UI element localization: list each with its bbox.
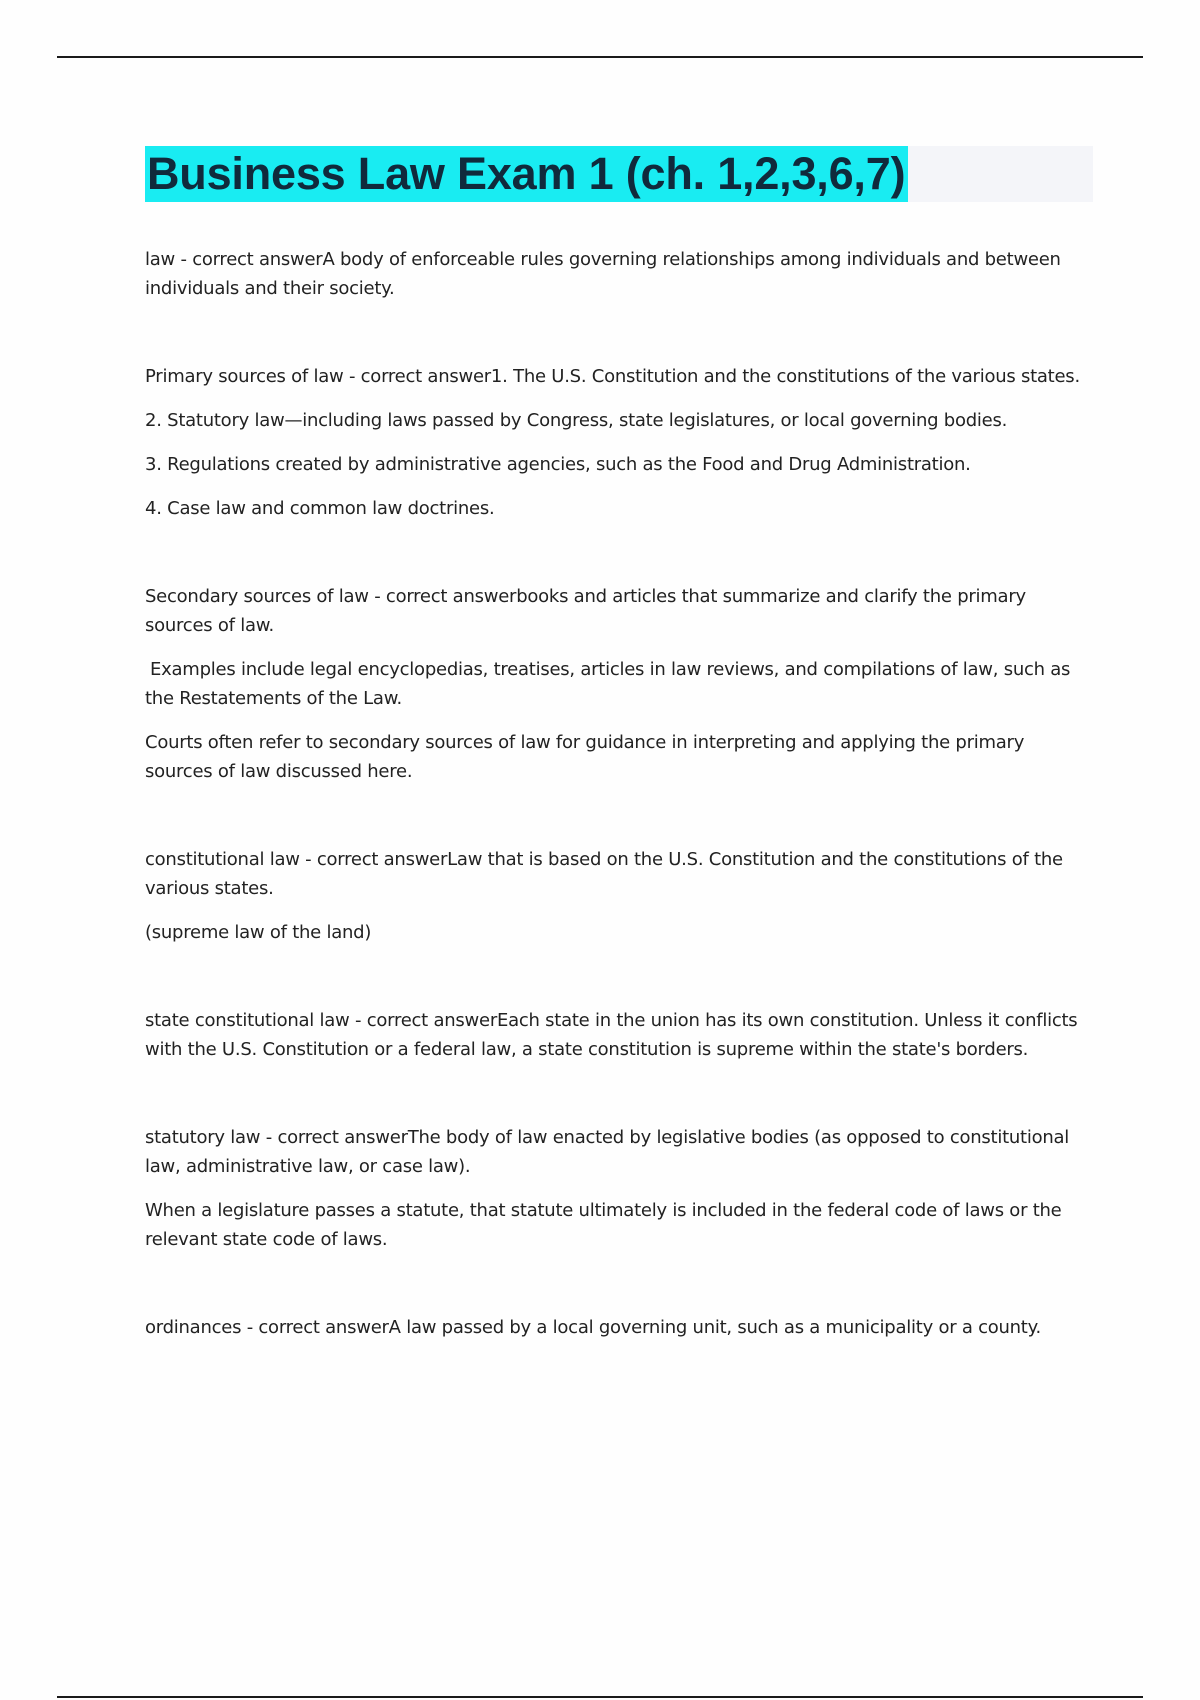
entry-text: 2. Statutory law—including laws passed by Congress, state legislatures, or local governing bodies. <box>145 410 1008 431</box>
entry-text: 4. Case law and common law doctrines. <box>145 498 495 519</box>
entry-ordinances <box>145 1313 1095 1342</box>
entry-secondary-sources <box>145 582 1095 786</box>
entry-text: constitutional law - correct answerLaw that is based on the U.S. Constitution and the constitutions of the various states. <box>145 849 1063 899</box>
entry-text: (supreme law of the land) <box>145 922 372 943</box>
top-rule <box>57 56 1143 58</box>
entry-text: state constitutional law - correct answerEach state in the union has its own constitution. Unless it conflicts with the U.S. Constitution or a federal law, a state constitution is supreme within the state's borders. <box>145 1010 1078 1060</box>
entry-constitutional-law <box>145 845 1095 947</box>
entry-text: law - correct answerA body of enforceable rules governing relationships among individuals and between individuals and their society. <box>145 249 1061 299</box>
entry-text: Primary sources of law - correct answer1. The U.S. Constitution and the constitutions of the various states. <box>145 366 1080 387</box>
bottom-rule <box>57 1696 1143 1698</box>
entry-text: Courts often refer to secondary sources of law for guidance in interpreting and applying the primary sources of law discussed here. <box>145 732 1025 782</box>
entry-text: When a legislature passes a statute, that statute ultimately is included in the federal code of laws or the relevant state code of laws. <box>145 1200 1062 1250</box>
entry-law <box>145 245 1095 303</box>
entry-state-constitutional-law <box>145 1006 1095 1064</box>
entry-text: statutory law - correct answerThe body of law enacted by legislative bodies (as opposed to constitutional law, administrative law, or case law). <box>145 1127 1070 1177</box>
document-title: Business Law Exam 1 (ch. 1,2,3,6,7) <box>145 146 908 202</box>
entry-text: Examples include legal encyclopedias, treatises, articles in law reviews, and compilations of law, such as the Restatements of the Law. <box>145 659 1071 709</box>
entry-primary-sources <box>145 362 1095 523</box>
entry-text: 3. Regulations created by administrative agencies, such as the Food and Drug Administration. <box>145 454 971 475</box>
entry-text: ordinances - correct answerA law passed by a local governing unit, such as a municipality or a county. <box>145 1317 1041 1338</box>
entry-text: Secondary sources of law - correct answerbooks and articles that summarize and clarify the primary sources of law. <box>145 586 1026 636</box>
entry-statutory-law <box>145 1123 1095 1254</box>
document-body <box>145 245 1095 1342</box>
